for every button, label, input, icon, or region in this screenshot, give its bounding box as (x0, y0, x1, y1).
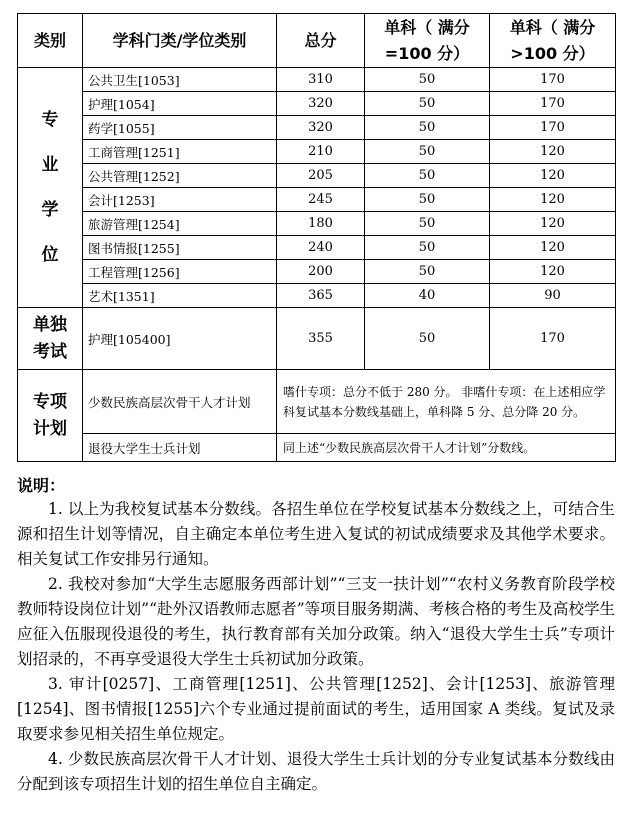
subject-name: 护理[105400] (83, 308, 277, 370)
total-score: 205 (277, 164, 365, 188)
single-gt100-score: 120 (490, 212, 616, 236)
subject-name: 公共管理[1252] (83, 164, 277, 188)
table-row-special-minority (18, 370, 616, 434)
note-paragraph: 2. 我校对参加“大学生志愿服务西部计划”“三支一扶计划”“农村义务教育阶段学校教师特设岗位计划”“赴外汉语教师志愿者”等项目服务期满、考核合格的考生及高校学生应征入伍服现役退役的考生，执行教育部有关加分政策。纳入“退役大学生士兵”专项计划招录的，不再享受退役大学生士兵初试加分政策。 (17, 575, 615, 668)
total-score: 365 (277, 284, 365, 308)
single-gt100-score: 170 (490, 68, 616, 92)
table-row-standalone (18, 308, 616, 370)
category-professional (18, 68, 83, 308)
single-gt100-score: 170 (490, 308, 616, 370)
single-gt100-score: 90 (490, 284, 616, 308)
subject-name: 旅游管理[1254] (83, 212, 277, 236)
total-score: 180 (277, 212, 365, 236)
notes-title: 说明： (17, 476, 66, 495)
subject-name: 护理[1054] (83, 92, 277, 116)
subject-name: 公共卫生[1053] (83, 68, 277, 92)
single-100-score: 50 (365, 68, 490, 92)
total-score: 210 (277, 140, 365, 164)
total-score: 245 (277, 188, 365, 212)
notes-section (17, 475, 615, 797)
subject-name: 工程管理[1256] (83, 260, 277, 284)
special-plan-veteran: 退役大学生士兵计划 (83, 434, 277, 462)
note-paragraph: 4. 少数民族高层次骨干人才计划、退役大学生士兵计划的分专业复试基本分数线由分配到该专项招生计划的招生单位自主确定。 (17, 750, 615, 793)
special-plan-minority: 少数民族高层次骨干人才计划 (83, 370, 277, 434)
header-single-gt100 (490, 14, 616, 68)
category-special-label: 专项计划 (33, 391, 67, 439)
header-discipline: 学科门类/学位类别 (83, 14, 277, 68)
table-row (18, 68, 616, 92)
note-paragraph: 3. 审计[0257]、工商管理[1251]、公共管理[1252]、会计[1253]、旅游管理[1254]、图书情报[1255]六个专业通过提前面试的考生，适用国家 A 类线。复试及录取要求参见相关招生单位规定。 (17, 675, 615, 743)
single-100-score: 50 (365, 188, 490, 212)
total-score: 240 (277, 236, 365, 260)
single-100-score: 50 (365, 164, 490, 188)
single-gt100-score: 120 (490, 164, 616, 188)
single-100-score: 40 (365, 284, 490, 308)
header-row (18, 14, 616, 68)
single-gt100-score: 120 (490, 188, 616, 212)
category-standalone-label: 单独考试 (33, 314, 67, 362)
category-professional-label: 专业学位 (41, 109, 59, 265)
single-100-score: 50 (365, 212, 490, 236)
category-special (18, 370, 83, 462)
header-single-100 (365, 14, 490, 68)
subject-name: 药学[1055] (83, 116, 277, 140)
header-category: 类别 (18, 14, 83, 68)
single-gt100-score: 120 (490, 260, 616, 284)
total-score: 320 (277, 116, 365, 140)
single-gt100-score: 170 (490, 92, 616, 116)
single-gt100-score: 170 (490, 116, 616, 140)
single-100-score: 50 (365, 260, 490, 284)
single-gt100-score: 120 (490, 140, 616, 164)
table-row (18, 284, 616, 308)
single-100-score: 50 (365, 92, 490, 116)
subject-name: 会计[1253] (83, 188, 277, 212)
table-row (18, 116, 616, 140)
score-table (17, 13, 616, 462)
single-gt100-score: 120 (490, 236, 616, 260)
table-row (18, 188, 616, 212)
subject-name: 工商管理[1251] (83, 140, 277, 164)
table-row (18, 140, 616, 164)
header-single-100-text: 单科（ 满分=100 分） (384, 17, 470, 63)
total-score: 310 (277, 68, 365, 92)
note-paragraph: 1. 以上为我校复试基本分数线。各招生单位在学校复试基本分数线之上，可结合生源和招生计划等情况，自主确定本单位考生进入复试的初试成绩要求及其他学术要求。相关复试工作安排另行通知。 (17, 500, 615, 568)
table-row (18, 236, 616, 260)
category-standalone (18, 308, 83, 370)
table-row-special-veteran (18, 434, 616, 462)
special-note-minority: 嗜什专项：总分不低于 280 分。 非嗜什专项：在上述相应学科复试基本分数线基础上，单科降 5 分、总分降 20 分。 (277, 370, 616, 434)
single-100-score: 50 (365, 116, 490, 140)
total-score: 355 (277, 308, 365, 370)
total-score: 320 (277, 92, 365, 116)
special-note-veteran: 同上述“少数民族高层次骨干人才计划”分数线。 (277, 434, 616, 462)
table-row (18, 260, 616, 284)
total-score: 200 (277, 260, 365, 284)
subject-name: 艺术[1351] (83, 284, 277, 308)
header-total: 总分 (277, 14, 365, 68)
table-row (18, 92, 616, 116)
single-100-score: 50 (365, 308, 490, 370)
single-100-score: 50 (365, 140, 490, 164)
table-row (18, 212, 616, 236)
subject-name: 图书情报[1255] (83, 236, 277, 260)
table-row (18, 164, 616, 188)
single-100-score: 50 (365, 236, 490, 260)
header-single-gt100-text: 单科（ 满分>100 分） (509, 17, 596, 63)
